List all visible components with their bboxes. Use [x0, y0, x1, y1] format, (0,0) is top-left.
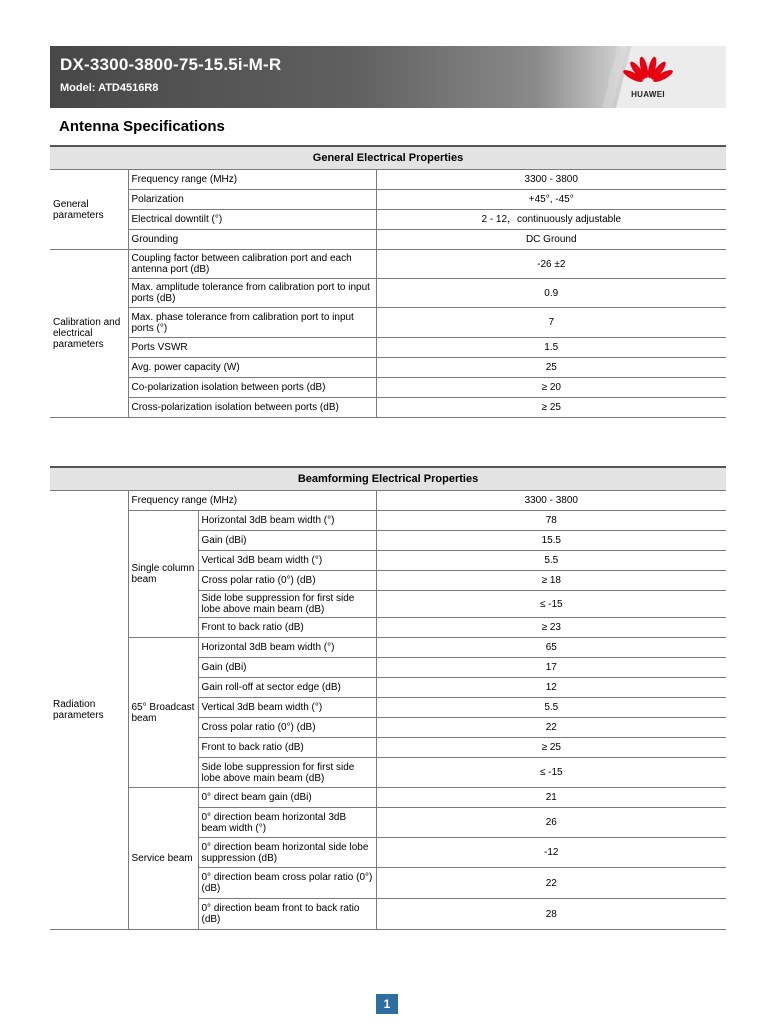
param-label: Vertical 3dB beam width (°) — [198, 698, 376, 718]
param-label: Max. amplitude tolerance from calibration port to input ports (dB) — [128, 279, 376, 308]
param-label: 0° direction beam cross polar ratio (0°) (dB) — [198, 868, 376, 899]
logo-text: HUAWEI — [631, 90, 665, 99]
table-row — [50, 788, 726, 808]
beam-table-heading: Beamforming Electrical Properties — [50, 467, 726, 491]
table-row — [50, 638, 726, 658]
table-row — [50, 250, 726, 279]
table-row — [50, 398, 726, 418]
param-label: Vertical 3dB beam width (°) — [198, 551, 376, 571]
group-label: General parameters — [50, 170, 128, 250]
param-value: 12 — [376, 678, 726, 698]
group-label: Radiation parameters — [50, 491, 128, 930]
table-row — [50, 190, 726, 210]
param-value: ≥ 20 — [376, 378, 726, 398]
param-value: ≤ -15 — [376, 591, 726, 618]
param-value: -12 — [376, 838, 726, 868]
param-value: 65 — [376, 638, 726, 658]
param-value: 78 — [376, 511, 726, 531]
subgroup-label: Service beam — [128, 788, 198, 930]
param-value: DC Ground — [376, 230, 726, 250]
param-value: 21 — [376, 788, 726, 808]
param-value: 3300 - 3800 — [376, 170, 726, 190]
param-label: 0° direction beam front to back ratio (dB) — [198, 899, 376, 930]
param-value: 22 — [376, 718, 726, 738]
param-value: ≥ 25 — [376, 398, 726, 418]
param-value: ≥ 25 — [376, 738, 726, 758]
param-value: 28 — [376, 899, 726, 930]
table-row — [50, 308, 726, 338]
param-value: +45°, -45° — [376, 190, 726, 210]
header-banner — [50, 46, 726, 108]
param-value: 15.5 — [376, 531, 726, 551]
param-value: ≥ 23 — [376, 618, 726, 638]
param-value: 7 — [376, 308, 726, 338]
param-label: Cross polar ratio (0°) (dB) — [198, 571, 376, 591]
param-label: 0° direct beam gain (dBi) — [198, 788, 376, 808]
table-row — [50, 338, 726, 358]
param-label: Frequency range (MHz) — [128, 170, 376, 190]
beamforming-properties-table — [50, 466, 726, 930]
subgroup-label: 65° Broadcast beam — [128, 638, 198, 788]
param-value: ≤ -15 — [376, 758, 726, 788]
general-table-heading: General Electrical Properties — [50, 146, 726, 170]
param-label: 0° direction beam horizontal 3dB beam width (°) — [198, 808, 376, 838]
param-value: ≥ 18 — [376, 571, 726, 591]
page-number: 1 — [376, 994, 398, 1014]
param-value: 0.9 — [376, 279, 726, 308]
param-label: Coupling factor between calibration port and each antenna port (dB) — [128, 250, 376, 279]
param-value: 25 — [376, 358, 726, 378]
table-row — [50, 358, 726, 378]
param-label: Horizontal 3dB beam width (°) — [198, 638, 376, 658]
param-value: 3300 - 3800 — [376, 491, 726, 511]
table-row — [50, 170, 726, 190]
param-label: Cross polar ratio (0°) (dB) — [198, 718, 376, 738]
param-value: -26 ±2 — [376, 250, 726, 279]
table-row — [50, 511, 726, 531]
param-label: 0° direction beam horizontal side lobe suppression (dB) — [198, 838, 376, 868]
param-value: 22 — [376, 868, 726, 899]
huawei-logo-icon — [622, 54, 674, 90]
param-label: Avg. power capacity (W) — [128, 358, 376, 378]
param-label: Ports VSWR — [128, 338, 376, 358]
param-value: 5.5 — [376, 551, 726, 571]
param-label: Electrical downtilt (°) — [128, 210, 376, 230]
param-label: Gain roll-off at sector edge (dB) — [198, 678, 376, 698]
param-label: Co-polarization isolation between ports (dB) — [128, 378, 376, 398]
param-label: Grounding — [128, 230, 376, 250]
param-label: Cross-polarization isolation between ports (dB) — [128, 398, 376, 418]
subgroup-label: Single column beam — [128, 511, 198, 638]
table-row — [50, 378, 726, 398]
table-row — [50, 279, 726, 308]
param-label: Horizontal 3dB beam width (°) — [198, 511, 376, 531]
param-value: 2 - 12，continuously adjustable — [376, 210, 726, 230]
product-title: DX-3300-3800-75-15.5i-M-R — [60, 55, 282, 74]
param-value: 26 — [376, 808, 726, 838]
param-label: Frequency range (MHz) — [128, 491, 376, 511]
param-label: Max. phase tolerance from calibration port to input ports (°) — [128, 308, 376, 338]
param-value: 1.5 — [376, 338, 726, 358]
param-value: 17 — [376, 658, 726, 678]
param-label: Front to back ratio (dB) — [198, 618, 376, 638]
general-properties-table — [50, 145, 726, 418]
param-label: Gain (dBi) — [198, 531, 376, 551]
group-label: Calibration and electrical parameters — [50, 250, 128, 418]
param-label: Side lobe suppression for first side lobe above main beam (dB) — [198, 591, 376, 618]
param-label: Side lobe suppression for first side lobe above main beam (dB) — [198, 758, 376, 788]
param-label: Polarization — [128, 190, 376, 210]
param-label: Front to back ratio (dB) — [198, 738, 376, 758]
param-label: Gain (dBi) — [198, 658, 376, 678]
table-row — [50, 491, 726, 511]
section-title: Antenna Specifications — [59, 118, 225, 135]
huawei-logo — [622, 54, 674, 102]
table-row — [50, 210, 726, 230]
param-value: 5.5 — [376, 698, 726, 718]
model-label: Model: ATD4516R8 — [60, 82, 159, 94]
table-row — [50, 230, 726, 250]
